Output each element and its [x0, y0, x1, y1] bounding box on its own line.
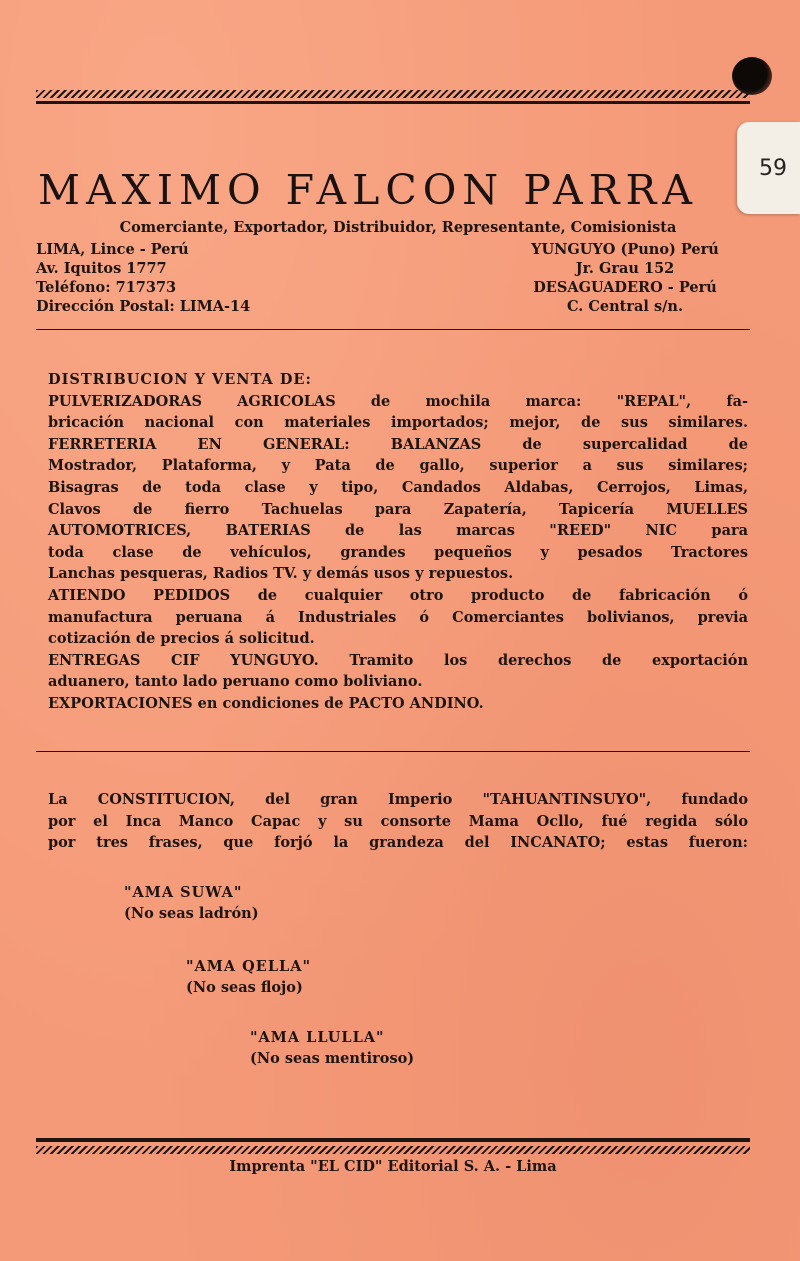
distribution-section: [48, 369, 748, 715]
top-border-ornament: [36, 90, 750, 98]
business-roles: Comerciante, Exportador, Distribuidor, Representante, Comisionista: [119, 219, 677, 236]
address-line: DESAGUADERO - Perú: [533, 279, 717, 296]
printer-imprint: Imprenta "EL CID" Editorial S. A. - Lima: [229, 1158, 557, 1175]
tag-number: 59: [759, 156, 787, 181]
phrase-translation: (No seas ladrón): [124, 905, 259, 922]
distribution-line: PULVERIZADORAS AGRICOLAS de mochila marca: "REPAL", fa-: [48, 392, 748, 410]
distribution-line: EXPORTACIONES en condiciones de PACTO ANDINO.: [48, 694, 484, 712]
merchant-name: MAXIMO FALCON PARRA: [38, 166, 698, 214]
header-divider: [36, 329, 750, 330]
distribution-line: aduanero, tanto lado peruano como boliviano.: [48, 673, 423, 691]
bottom-border-rule: [36, 1138, 750, 1142]
bottom-border-ornament: [36, 1146, 750, 1154]
lima-address: [36, 240, 250, 316]
constitution-line: por tres frases, que forjó la grandeza del INCANATO; estas fueron:: [48, 834, 748, 852]
address-line: Teléfono: 717373: [36, 279, 177, 296]
constitution-section: [48, 789, 748, 854]
address-line: C. Central s/n.: [566, 298, 684, 315]
distribution-line: AUTOMOTRICES, BATERIAS de las marcas "REED" NIC para: [48, 522, 748, 540]
top-border-rule: [36, 101, 750, 104]
distribution-line: Mostrador, Plataforma, y Pata de gallo, superior a sus similares;: [48, 457, 748, 475]
address-line: Dirección Postal: LIMA-14: [36, 298, 251, 315]
address-line: YUNGUYO (Puno) Perú: [531, 241, 719, 258]
phrase-quechua: "AMA SUWA": [124, 884, 243, 901]
distribution-line: Bisagras de toda clase y tipo, Candados Aldabas, Cerrojos, Limas,: [48, 478, 748, 496]
distribution-line: toda clase de vehículos, grandes pequeños y pesados Tractores: [48, 543, 748, 561]
constitution-line: La CONSTITUCION, del gran Imperio "TAHUANTINSUYO", fundado: [48, 791, 748, 808]
inca-phrase: [186, 956, 311, 998]
address-line: LIMA, Lince - Perú: [36, 241, 189, 258]
inca-phrase: [250, 1027, 414, 1069]
distribution-line: FERRETERIA EN GENERAL: BALANZAS de supercalidad de: [48, 435, 748, 453]
distribution-line: cotización de precios á solicitud.: [48, 630, 315, 648]
distribution-line: bricación nacional con materiales importados; mejor, de sus similares.: [48, 414, 748, 432]
distribution-line: ENTREGAS CIF YUNGUYO. Tramito los derechos de exportación: [48, 651, 748, 669]
section-divider: [36, 751, 750, 752]
inca-phrase: [124, 882, 259, 924]
address-line: Jr. Grau 152: [575, 260, 675, 277]
distribution-line: manufactura peruana á Industriales ó Comerciantes bolivianos, previa: [48, 608, 748, 626]
distribution-line: Clavos de fierro Tachuelas para Zapatería, Tapicería MUELLES: [48, 500, 748, 518]
puno-address: [500, 240, 750, 316]
distribution-line: Lanchas pesqueras, Radios TV. y demás usos y repuestos.: [48, 565, 514, 583]
distribution-line: ATIENDO PEDIDOS de cualquier otro producto de fabricación ó: [48, 586, 748, 604]
phrase-translation: (No seas mentiroso): [250, 1050, 415, 1067]
phrase-quechua: "AMA QELLA": [186, 958, 312, 975]
distribution-heading: DISTRIBUCION Y VENTA DE:: [48, 371, 312, 388]
phrase-quechua: "AMA LLULLA": [250, 1029, 385, 1046]
phrase-translation: (No seas flojo): [186, 979, 303, 996]
address-line: Av. Iquitos 1777: [36, 260, 167, 277]
constitution-line: por el Inca Manco Capac y su consorte Mama Ocllo, fué regida sólo: [48, 812, 748, 830]
